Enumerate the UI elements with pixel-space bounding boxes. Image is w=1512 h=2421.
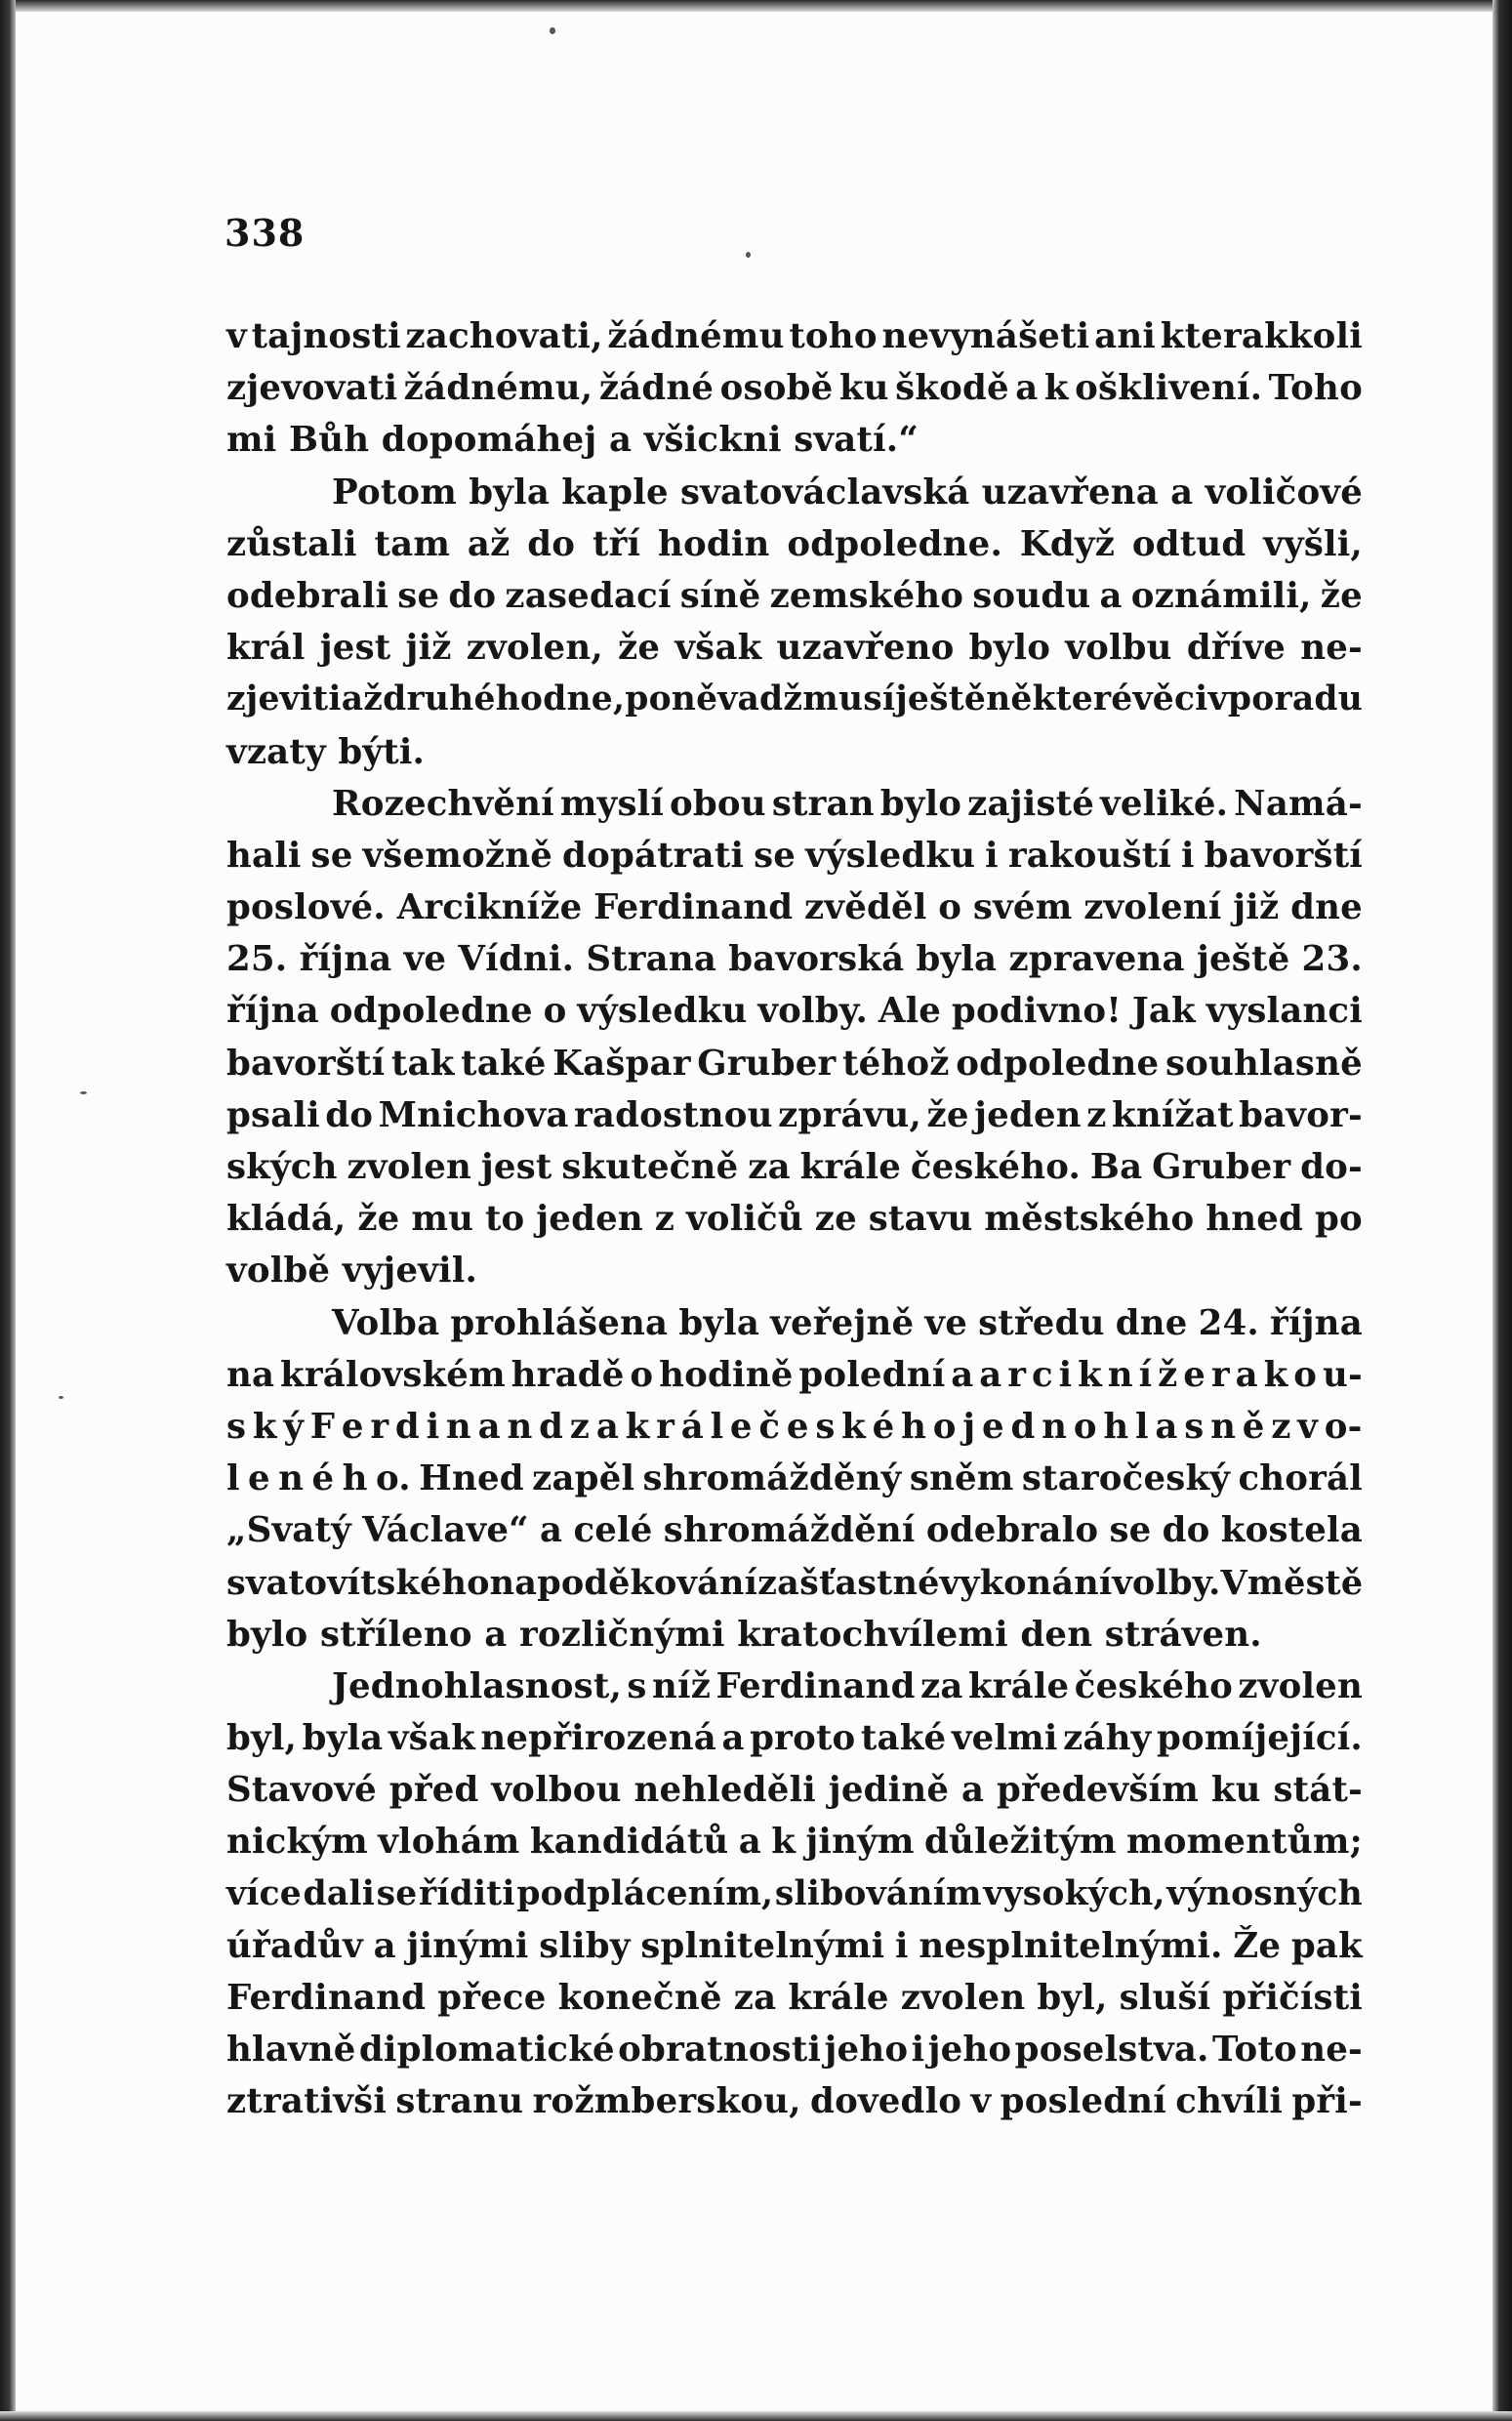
text-line: ských zvolen jest skutečně za krále českého. Ba Gruber do-: [226, 1147, 1363, 1187]
text-line: poslové. Arcikníže Ferdinand zvěděl o svém zvolení již dne: [226, 887, 1363, 928]
scan-edge-bottom: [0, 2411, 1512, 2421]
page-number: 338: [225, 211, 306, 255]
text-line: svatovítského na poděkování za šťastné vykonání volby. V městě: [226, 1562, 1364, 1603]
text-line: odebrali se do zasedací síně zemského soudu a oznámili, že: [226, 575, 1363, 616]
text-line: hali se všemožně dopátrati se výsledku i rakouští i bavorští: [226, 835, 1363, 876]
text-line: Potom byla kaple svatováclavská uzavřena a voličové: [332, 472, 1363, 513]
scan-speck: [59, 1396, 63, 1399]
text-line: král jest již zvolen, že však uzavřeno bylo volbu dříve ne-: [226, 628, 1363, 669]
text-line: více dali se říditi podplácením, slibováním vysokých, výnosných: [226, 1873, 1363, 1913]
text-line: kládá, že mu to jeden z voličů ze stavu městského hned po: [226, 1199, 1363, 1240]
text-line: Volba prohlášena byla veřejně ve středu dne 24. října: [332, 1302, 1363, 1343]
text-line: psali do Mnichova radostnou zprávu, že jeden z knížat bavor-: [226, 1094, 1363, 1135]
text-line: vzaty býti.: [226, 731, 426, 772]
text-line: „Svatý Václave“ a celé shromáždění odebralo se do kostela: [226, 1510, 1363, 1551]
text-line: zůstali tam až do tří hodin odpoledne. Když odtud vyšli,: [226, 523, 1363, 564]
text-line: bylo stříleno a rozličnými kratochvílemi den stráven.: [226, 1614, 1262, 1655]
text-line: zjevovati žádnému, žádné osobě ku škodě a k ošklivení. Toho: [226, 368, 1363, 409]
text-line: mi Bůh dopomáhej a všickni svatí.“: [226, 420, 919, 461]
text-line: byl, byla však nepřirozená a proto také velmi záhy pomíjející.: [226, 1718, 1363, 1759]
text-line: zjeviti až druhého dne, poněvadž musí ještě některé věci v poradu: [226, 679, 1363, 719]
text-line: hlavně diplomatické obratnosti jeho i jeho poselstva. Toto ne-: [226, 2030, 1363, 2071]
text-line: v tajnosti zachovati, žádnému toho nevynášeti ani kterakkoli: [226, 316, 1363, 356]
text-line: 25. října ve Vídni. Strana bavorská byla zpravena ještě 23.: [226, 939, 1363, 980]
body-text: [226, 310, 1363, 2128]
scan-speck: [80, 1091, 87, 1094]
text-line: ztrativši stranu rožmberskou, dovedlo v poslední chvíli při-: [226, 2081, 1363, 2122]
text-line: na královském hradě o hodině polední a a r c i k n í ž e r a k o u-: [226, 1354, 1363, 1395]
scan-speck: [550, 27, 555, 34]
text-line: Rozechvění myslí obou stran bylo zajisté veliké. Namá-: [332, 783, 1363, 824]
scan-edge-right: [1492, 0, 1512, 2421]
text-line: úřadův a jinými sliby splnitelnými i nesplnitelnými. Že pak: [226, 1925, 1363, 1966]
text-line: s k ý F e r d i n a n d z a k r á l e č e s k é h o j e d n o h l a s n ě z v o-: [226, 1406, 1363, 1447]
text-line: Jednohlasnost, s níž Ferdinand za krále českého zvolen: [332, 1665, 1363, 1706]
text-line: října odpoledne o výsledku volby. Ale podivno! Jak vyslanci: [226, 991, 1363, 1032]
text-line: Stavové před volbou nehleděli jedině a především ku stát-: [226, 1770, 1363, 1811]
text-line: Ferdinand přece konečně za krále zvolen byl, sluší přičísti: [226, 1978, 1363, 2018]
scan-edge-left: [0, 0, 16, 2421]
text-line: bavorští tak také Kašpar Gruber téhož odpoledne souhlasně: [226, 1043, 1363, 1084]
text-line: l e n é h o. Hned zapěl shromážděný sněm staročeský chorál: [226, 1458, 1363, 1499]
scan-edge-top: [0, 0, 1512, 12]
text-line: nickým vlohám kandidátů a k jiným důležitým momentům;: [226, 1822, 1363, 1863]
text-line: volbě vyjevil.: [226, 1251, 478, 1292]
scan-speck: [746, 252, 751, 258]
